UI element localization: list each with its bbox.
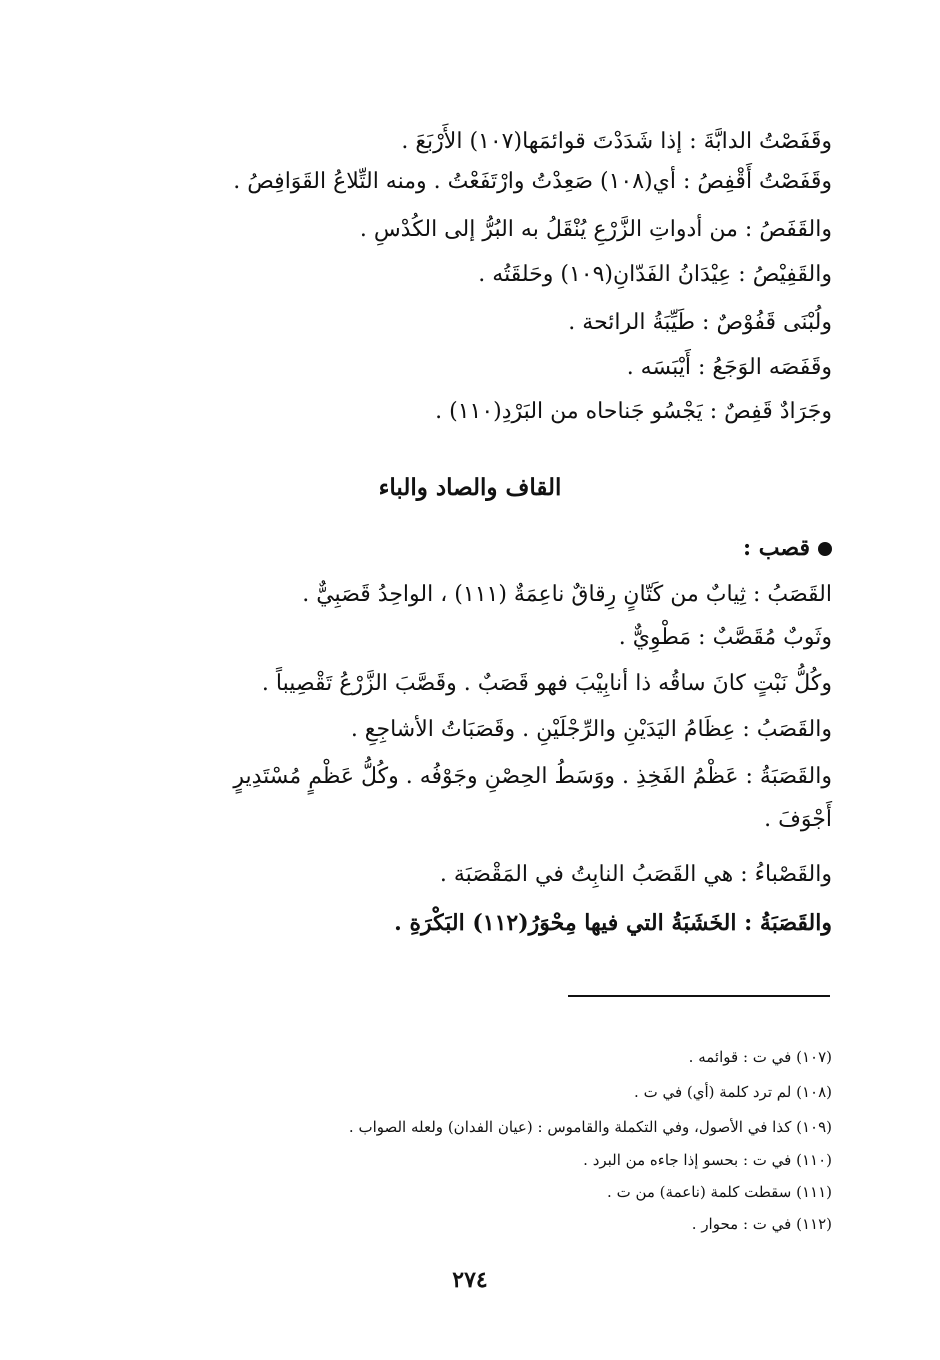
entry-line: وثَوبٌ مُقَصَّبٌ : مَطْوِيٌّ . bbox=[618, 625, 832, 650]
root-heading bbox=[743, 528, 832, 568]
entry-line: أَجْوَفَ . bbox=[764, 807, 832, 832]
entry-line: وجَرَادٌ قَفِصٌ : يَجْسُو جَناحاه من البَرْدِ(١١٠) . bbox=[435, 399, 832, 424]
entry-line: وقَفَصْتُ الدابَّةَ : إذا شَدَدْتَ قوائمَها(١٠٧) الأَرْبَعَ . bbox=[401, 129, 832, 154]
footnote: (١٠٩) كذا في الأصول، وفي التكملة والقاموس : (عيان الفدان) ولعله الصواب . bbox=[348, 1118, 832, 1136]
entry-line: والقَفَصُ : من أدواتِ الزَّرْعِ يُنْقَلُ به البُرُّ إلى الكُدْسِ . bbox=[359, 217, 832, 242]
entry-line: والقَصَبَةُ : عَظْمُ الفَخِذِ . ووَسَطُ الحِصْنِ وجَوْفُه . وكُلُّ عَظْمٍ مُسْتَدِيرٍ bbox=[233, 764, 832, 789]
entry-line: والقَصَبُ : عِظَامُ اليَدَيْنِ والرِّجْلَيْنِ . وقَصَبَاتُ الأشاجِعِ . bbox=[350, 717, 832, 742]
entry-line: وكُلُّ نَبْتٍ كانَ ساقُه ذا أنابِيْبَ فهو قَصَبٌ . وقَصَّبَ الزَّرْعُ تَقْصِيباً . bbox=[261, 671, 832, 696]
footnote-divider bbox=[568, 995, 830, 997]
entry-line: وقَفَصْتُ أَقْفِصُ : أي(١٠٨) صَعِدْتُ وارْتَفَعْتُ . ومنه التِّلاعُ القَوَافِصُ . bbox=[233, 169, 832, 194]
footnote: (١١٠) في ت : بحسو إذا جاءه من البرد . bbox=[583, 1151, 832, 1169]
entry-line: وقَفَصَه الوَجَعُ : أَيْبَسَه . bbox=[626, 355, 832, 380]
entry-line: ولُبْنَى قَفُوْصٌ : طَيِّبَةُ الرائحة . bbox=[568, 310, 832, 335]
section-title: القاف والصاد والباء bbox=[378, 474, 562, 501]
bullet-icon bbox=[818, 542, 832, 556]
footnote: (١٠٨) لم ترد كلمة (أي) في ت . bbox=[634, 1083, 832, 1101]
footnote: (١١١) سقطت كلمة (ناعمة) من ت . bbox=[607, 1183, 832, 1201]
footnote: (١٠٧) في ت : قوائمه . bbox=[688, 1048, 832, 1066]
entry-line: والقَصْباءُ : هي القَصَبُ النابِتُ في المَقْصَبَة . bbox=[439, 862, 832, 887]
root-heading-label: قصب : bbox=[743, 535, 810, 561]
footnote: (١١٢) في ت : محوار . bbox=[691, 1215, 832, 1233]
entry-line: والقَصَبَةُ : الخَشَبَةُ التي فيها مِحْوَرُ(١١٢) البَكْرَةِ . bbox=[394, 910, 832, 936]
page-number: ٢٧٤ bbox=[452, 1267, 488, 1293]
entry-line: القَصَبُ : ثِيابٌ من كَتّانٍ رِقاقٌ ناعِمَةٌ (١١١) ، الواحِدُ قَصَبِيٌّ . bbox=[302, 582, 832, 607]
entry-line: والقَفِيْصُ : عِيْدَانُ الفَدّانِ(١٠٩) وحَلقَتُه . bbox=[478, 262, 832, 287]
